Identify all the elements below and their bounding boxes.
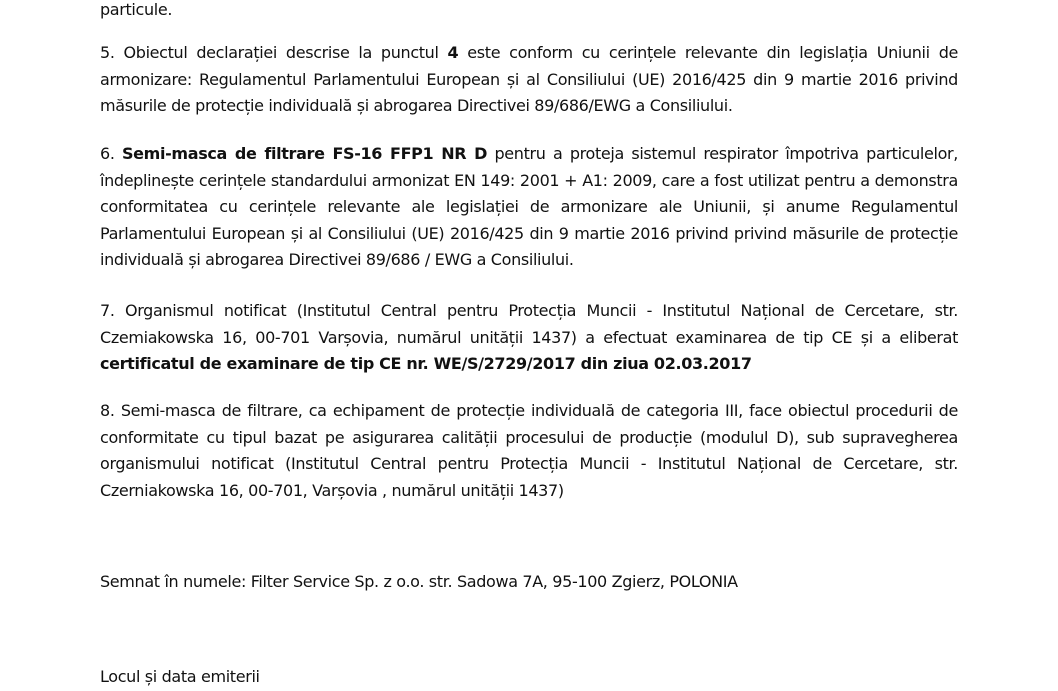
paragraph-8 bbox=[100, 398, 958, 504]
paragraph-continuation bbox=[100, 0, 958, 24]
paragraph-8-text: 8. Semi-masca de filtrare, ca echipament de protecție individuală de categoria III, face obiectul procedurii de conformitate cu tipul bazat pe asigurarea calității procesului de producție (modulul D), sub supravegherea organismului notificat (Institutul Central pentru Protecția Muncii - Institutul Național de Cercetare, str. Czerniakowska 16, 00-701, Varșovia , numărul unității 1437) bbox=[100, 401, 958, 500]
paragraph-6-number: 6. bbox=[100, 144, 122, 163]
paragraph-5-point-number: 4 bbox=[447, 43, 459, 62]
paragraph-6-text: pentru a proteja sistemul respirator împotriva particulelor, îndeplinește cerințele standardului armonizat EN 149: 2001 + A1: 2009, care a fost utilizat pentru a demonstra conformitatea cu cerințele relevante ale legislației de armonizare ale Uniunii, și anume Regulamentul Parlamentului European și al Consiliului (UE) 2016/425 din 9 martie 2016 privind privind măsurile de protecție individuală și abrogarea Directivei 89/686 / EWG a Consiliului. bbox=[100, 144, 958, 269]
place-and-date-text: Locul și data emiterii bbox=[100, 667, 260, 686]
place-and-date-label bbox=[100, 664, 958, 691]
paragraph-7-text: 7. Organismul notificat (Institutul Central pentru Protecția Muncii - Institutul Național de Cercetare, str. Czemiakowska 16, 00-701 Varșovia, numărul unității 1437) a efectuat examinarea de tip CE și a eliberat bbox=[100, 301, 958, 347]
signed-on-behalf-line bbox=[100, 569, 958, 596]
paragraph-6-product-name: Semi-masca de filtrare FS-16 FFP1 NR D bbox=[122, 144, 488, 163]
signed-on-behalf-text: Semnat în numele: Filter Service Sp. z o.o. str. Sadowa 7A, 95-100 Zgierz, POLONIA bbox=[100, 572, 738, 591]
paragraph-7 bbox=[100, 298, 958, 378]
paragraph-6 bbox=[100, 141, 958, 274]
paragraph-continuation-text: particule. bbox=[100, 0, 173, 19]
paragraph-5-text-a: 5. Obiectul declarației descrise la punctul bbox=[100, 43, 448, 62]
paragraph-7-certificate: certificatul de examinare de tip CE nr. WE/S/2729/2017 din ziua 02.03.2017 bbox=[100, 354, 752, 373]
paragraph-5 bbox=[100, 40, 958, 120]
paragraph-5-text-c: este conform cu cerințele relevante din legislația Uniunii de armonizare: Regulamentul Parlamentului European și al Consiliului (UE) 2016/425 din 9 martie 2016 privind măsurile de protecție individuală și abrogarea Directivei 89/686/EWG a Consiliului. bbox=[100, 43, 959, 115]
